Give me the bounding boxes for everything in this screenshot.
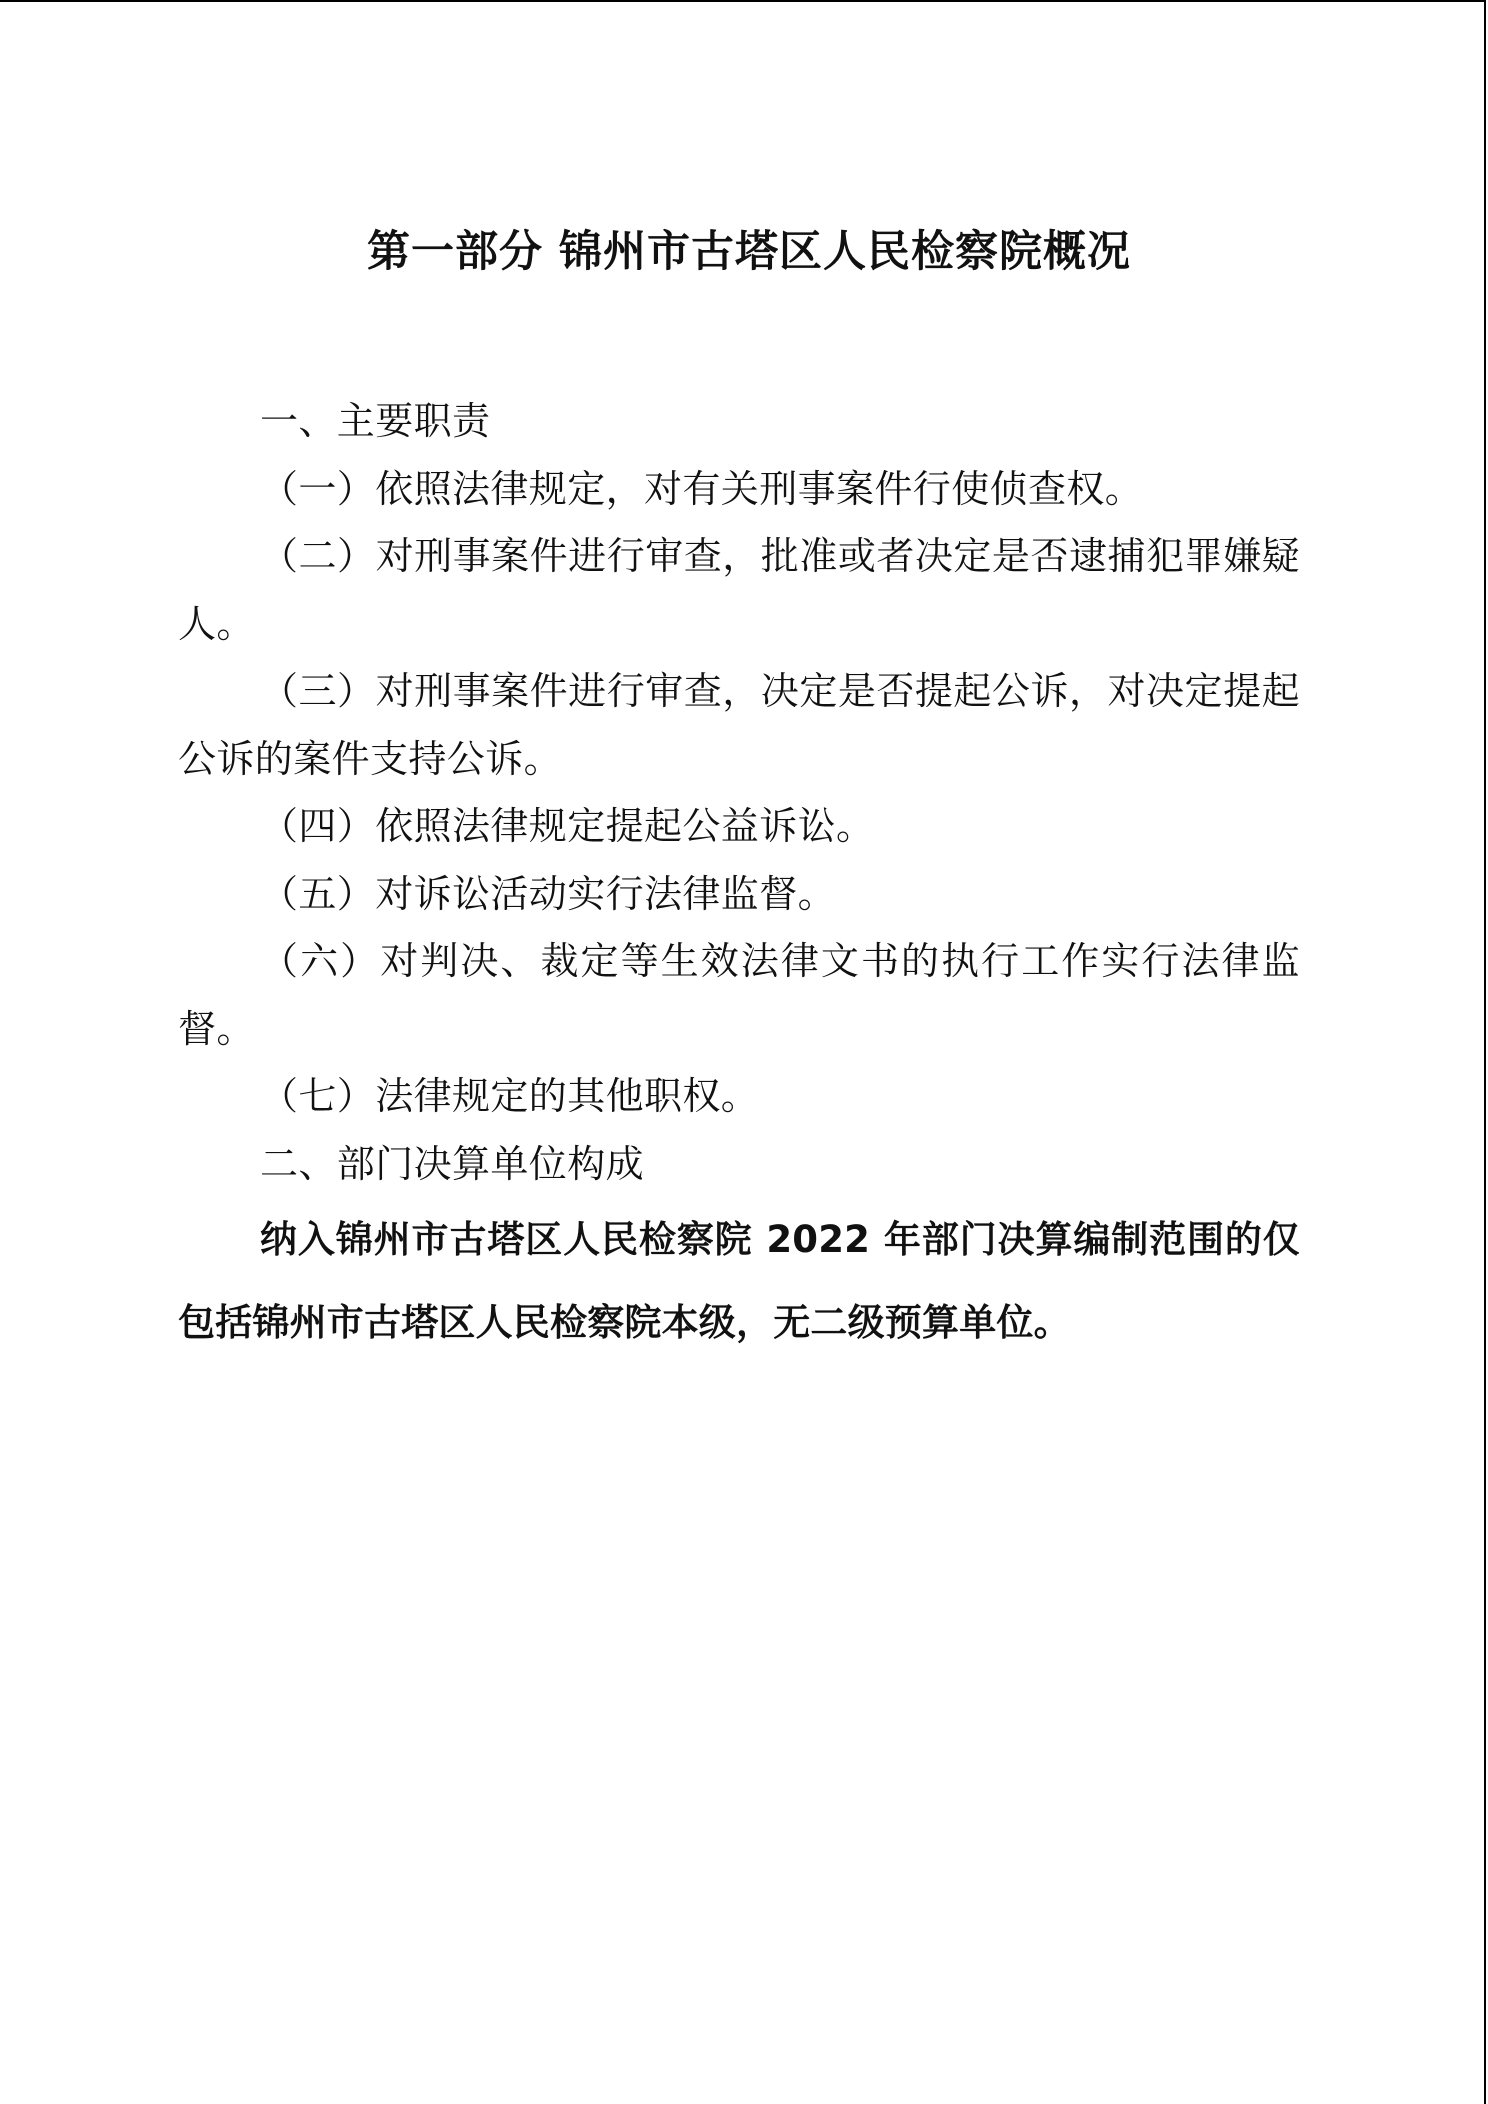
document-title: 第一部分 锦州市古塔区人民检察院概况 <box>367 227 1131 277</box>
duty-item-7: （七）法律规定的其他职权。 <box>260 1074 760 1118</box>
section-heading-main-duties: 一、主要职责 <box>260 399 491 443</box>
duty-item-6: （六）对判决、裁定等生效法律文书的执行工作实行法律监督。 <box>178 939 1300 1051</box>
duty-item-4: （四）依照法律规定提起公益诉讼。 <box>260 804 875 848</box>
duty-item-1: （一）依照法律规定，对有关刑事案件行使侦查权。 <box>260 466 1144 511</box>
duty-item-3: （三）对刑事案件进行审查，决定是否提起公诉，对决定提起公诉的案件支持公诉。 <box>178 669 1300 781</box>
duty-item-5: （五）对诉讼活动实行法律监督。 <box>260 871 837 916</box>
unit-composition-text: 纳入锦州市古塔区人民检察院 2022 年部门决算编制范围的仅包括锦州市古塔区人民检察院本级，无二级预算单位。 <box>178 1218 1300 1344</box>
document-content <box>178 214 1300 1364</box>
duty-item-2: （二）对刑事案件进行审查，批准或者决定是否逮捕犯罪嫌疑人。 <box>178 534 1300 646</box>
section-heading-unit-composition: 二、部门决算单位构成 <box>260 1141 645 1186</box>
